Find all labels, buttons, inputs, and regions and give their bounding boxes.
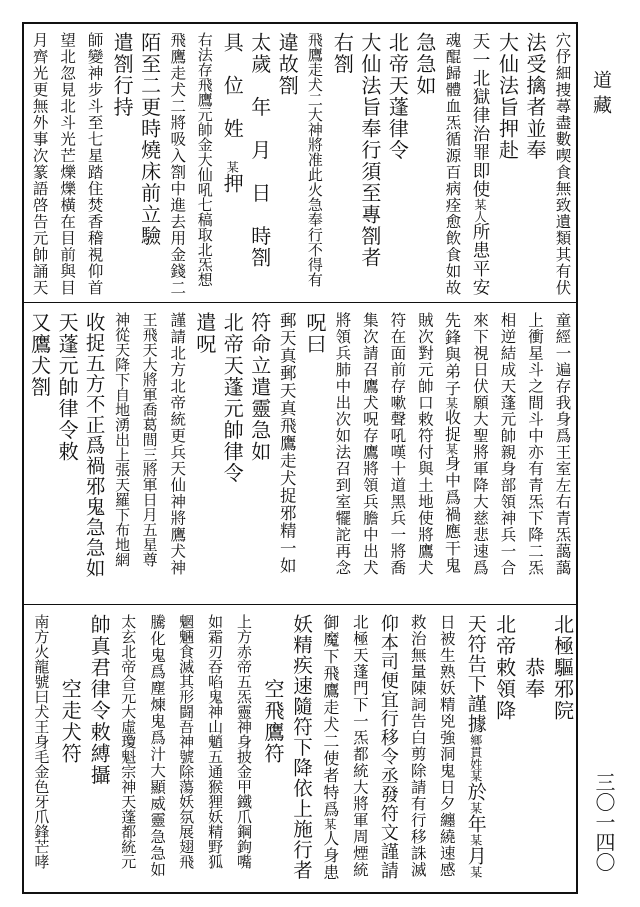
column-text: 帥真君律令敕縛攝 bbox=[87, 614, 112, 786]
text-column bbox=[192, 312, 217, 355]
column-text: 押 bbox=[220, 173, 245, 195]
text-column bbox=[54, 312, 79, 463]
text-column bbox=[192, 32, 217, 287]
text-column bbox=[375, 614, 401, 880]
text-column bbox=[330, 312, 355, 576]
column-text: 穴伃細捜蕁盡數喫食無致遺類其有伏 bbox=[553, 32, 572, 296]
annotation-text: 某 bbox=[225, 161, 240, 173]
column-text: 救治無量陳詞告白剪除請有行移誅滅 bbox=[408, 614, 427, 878]
column-text: 空走犬符 bbox=[58, 614, 83, 765]
text-column bbox=[109, 32, 134, 118]
column-text: 神從天降下自地湧出上張天羅下布地網 bbox=[113, 312, 132, 567]
text-column bbox=[201, 614, 227, 869]
column-text: 集次請召鷹犬呪存鷹將領兵膽中出犬 bbox=[360, 312, 379, 576]
column-text: 賊次對元帥口敕符付與土地使將鷹犬 bbox=[415, 312, 434, 576]
column-text: 上方赤帝五炁靈神身披金甲鐵爪鋼鉤嘴 bbox=[235, 614, 254, 869]
text-column bbox=[385, 32, 410, 161]
text-column bbox=[137, 32, 162, 247]
column-text: 年 bbox=[464, 814, 487, 834]
text-column bbox=[27, 32, 52, 296]
text-column bbox=[230, 614, 256, 869]
column-text: 上衝星斗之間斗中亦有青炁下降二炁 bbox=[526, 312, 545, 576]
text-column bbox=[440, 312, 465, 574]
text-column bbox=[346, 614, 372, 878]
text-column bbox=[412, 32, 437, 97]
column-text: 如霜刃吞啗鬼神山魈五通猴狸妖精野狐 bbox=[206, 614, 225, 869]
column-text: 收捉五方不正爲禍邪鬼急急如 bbox=[82, 312, 106, 579]
column-text: 空飛鷹符 bbox=[260, 614, 285, 765]
text-column bbox=[247, 312, 272, 463]
text-column bbox=[27, 614, 53, 869]
column-text: 呪曰 bbox=[302, 312, 327, 355]
column-text: 望北忽見北斗光芒爍爍橫在目前與目 bbox=[58, 32, 77, 296]
column-text: 遣劄行持 bbox=[110, 32, 135, 118]
text-column bbox=[462, 614, 488, 878]
text-column bbox=[495, 312, 520, 576]
column-text: 符命立遣靈急如 bbox=[247, 312, 272, 463]
column-text: 飛鷹走犬二大神將准此火急奉行不得有 bbox=[305, 32, 324, 287]
column-text: 遣呪 bbox=[192, 312, 217, 355]
column-text: 妖精疾速隨符下降依上施行者 bbox=[289, 614, 313, 881]
text-column bbox=[219, 32, 244, 195]
text-column bbox=[54, 32, 79, 296]
column-text: 太玄北帝合元大虛瓊魁宗神天蓬都統元 bbox=[119, 614, 138, 869]
text-column bbox=[259, 614, 285, 765]
annotation-text: 某 bbox=[444, 397, 459, 409]
column-text: 北帝天蓬元帥律令 bbox=[220, 312, 245, 484]
column-text: 陌至二更時燒床前立驗 bbox=[137, 32, 162, 247]
annotation-text: 某 bbox=[468, 834, 483, 846]
column-text: 北帝敕領降 bbox=[492, 614, 517, 722]
column-text: 先鋒與弟子 bbox=[442, 312, 462, 397]
text-column bbox=[302, 312, 327, 355]
text-column bbox=[114, 614, 140, 869]
text-column bbox=[412, 312, 437, 576]
column-text: 北極天蓬門下一炁都統大將軍周煙統 bbox=[350, 614, 369, 878]
column-text: 北極驅邪院 bbox=[550, 614, 575, 722]
text-column bbox=[164, 312, 189, 576]
text-column bbox=[288, 614, 314, 881]
column-text: 來下視日伏願大聖將軍降大慈悲速爲 bbox=[470, 312, 489, 576]
text-column bbox=[385, 312, 410, 576]
text-column bbox=[143, 614, 169, 878]
annotation-text: 某 bbox=[468, 866, 483, 878]
text-column bbox=[172, 614, 198, 869]
column-text: 右劄 bbox=[330, 32, 355, 75]
text-column bbox=[27, 312, 52, 398]
text-column bbox=[275, 32, 300, 97]
column-text: 月 bbox=[464, 846, 487, 866]
column-text: 於 bbox=[464, 782, 487, 802]
panel-divider bbox=[22, 604, 578, 605]
margin-label: 道藏 bbox=[590, 70, 612, 120]
column-text: 收捉 bbox=[442, 409, 462, 443]
text-column bbox=[137, 312, 162, 567]
column-text: 大仙法旨押赴 bbox=[495, 32, 520, 161]
text-column bbox=[433, 614, 459, 878]
text-column bbox=[302, 32, 327, 287]
column-text: 魂醌歸體血炁循源百病痊愈飲食如故 bbox=[443, 32, 462, 296]
text-column bbox=[109, 312, 134, 567]
column-text: 人身患 bbox=[320, 830, 340, 881]
text-column bbox=[357, 312, 382, 576]
panel-divider bbox=[22, 302, 578, 303]
column-text: 魍魎食滅其形闘吾神號除蕩妖氛展翅飛 bbox=[177, 614, 196, 869]
text-column bbox=[219, 312, 244, 484]
column-text: 右法存飛鷹元帥金大仙吼七稿取北炁想 bbox=[195, 32, 214, 287]
column-text: 南方火龍號曰犬王身毛金色牙爪鋒芒哮 bbox=[32, 614, 51, 869]
text-column bbox=[404, 614, 430, 878]
text-column bbox=[82, 312, 107, 579]
annotation-text: 鄉貫姓某 bbox=[468, 734, 483, 782]
annotation-text: 某人 bbox=[472, 198, 487, 223]
text-column bbox=[247, 32, 272, 269]
text-column bbox=[317, 614, 343, 881]
column-text: 仰本司便宜行移令丞發符文謹請 bbox=[377, 614, 399, 880]
column-text: 恭奉 bbox=[521, 614, 546, 700]
text-column bbox=[522, 32, 547, 161]
text-column bbox=[550, 312, 575, 576]
text-column bbox=[495, 32, 520, 161]
column-text: 法受擒者並奉 bbox=[523, 32, 548, 161]
text-column bbox=[520, 614, 546, 700]
column-text: 月齊光更無外事次篆語啓告元帥誦天 bbox=[30, 32, 49, 296]
column-text: 大仙法旨奉行須至專劄者 bbox=[357, 32, 382, 269]
column-text: 天符告下謹據 bbox=[464, 614, 487, 734]
column-text: 符在面前存嗽聲吼嘆十道黑兵一將喬 bbox=[388, 312, 407, 576]
text-column bbox=[85, 614, 111, 786]
text-column bbox=[330, 32, 355, 75]
annotation-text: 某 bbox=[322, 818, 337, 830]
text-column bbox=[275, 312, 300, 575]
column-text: 御魔下飛鷹走犬二使者特爲 bbox=[320, 614, 340, 818]
annotation-text: 某 bbox=[468, 802, 483, 814]
text-column bbox=[82, 32, 107, 296]
text-column bbox=[164, 32, 189, 296]
column-text: 謹請北方北帝統更兵天仙神將鷹犬神 bbox=[168, 312, 187, 576]
column-text: 師變神步斗至七星踏住焚香稽視仰首 bbox=[85, 32, 104, 296]
text-column bbox=[550, 32, 575, 296]
column-text: 王飛天大將軍喬葛間三將軍日月五星尊 bbox=[140, 312, 159, 567]
column-text: 童經一遍存我身爲王室左右青炁藹藹 bbox=[553, 312, 572, 576]
column-text: 相逆結成天蓬元帥親身部領神兵一合 bbox=[498, 312, 517, 576]
text-column bbox=[440, 32, 465, 296]
column-text: 郵天真郵天真飛鷹走犬捉邪精一如 bbox=[277, 312, 297, 575]
text-column bbox=[357, 32, 382, 269]
text-column bbox=[549, 614, 575, 722]
column-text: 天一北獄律治罪即使 bbox=[469, 32, 490, 199]
column-text: 北帝天蓬律令 bbox=[385, 32, 410, 161]
annotation-text: 某 bbox=[444, 443, 459, 455]
column-text: 天蓬元帥律令敕 bbox=[55, 312, 80, 463]
text-column bbox=[522, 312, 547, 576]
column-text: 又鷹犬劄 bbox=[27, 312, 52, 398]
column-text: 具 位 姓 bbox=[220, 32, 245, 161]
column-text: 飛鷹走犬二將吸入劄中進去用金錢二 bbox=[168, 32, 187, 296]
page-number: 三〇一四〇 bbox=[592, 772, 616, 872]
text-column bbox=[467, 32, 492, 297]
column-text: 日被生熟妖精兇強洞鬼日夕纏繞速感 bbox=[437, 614, 456, 878]
column-text: 將領兵肺中出次如法召到室犤詑再念 bbox=[333, 312, 352, 576]
column-text: 急急如 bbox=[412, 32, 437, 97]
column-text: 太歲 年 月 日 時劄 bbox=[247, 32, 272, 269]
column-text: 違故劄 bbox=[275, 32, 300, 97]
column-text: 騰化鬼爲塵煉鬼爲汁大顯威靈急急如 bbox=[148, 614, 167, 878]
text-column bbox=[467, 312, 492, 576]
column-text: 所患平安 bbox=[469, 222, 490, 297]
column-text: 身中爲禍應干鬼 bbox=[442, 455, 462, 574]
text-column bbox=[56, 614, 82, 765]
text-column bbox=[491, 614, 517, 722]
